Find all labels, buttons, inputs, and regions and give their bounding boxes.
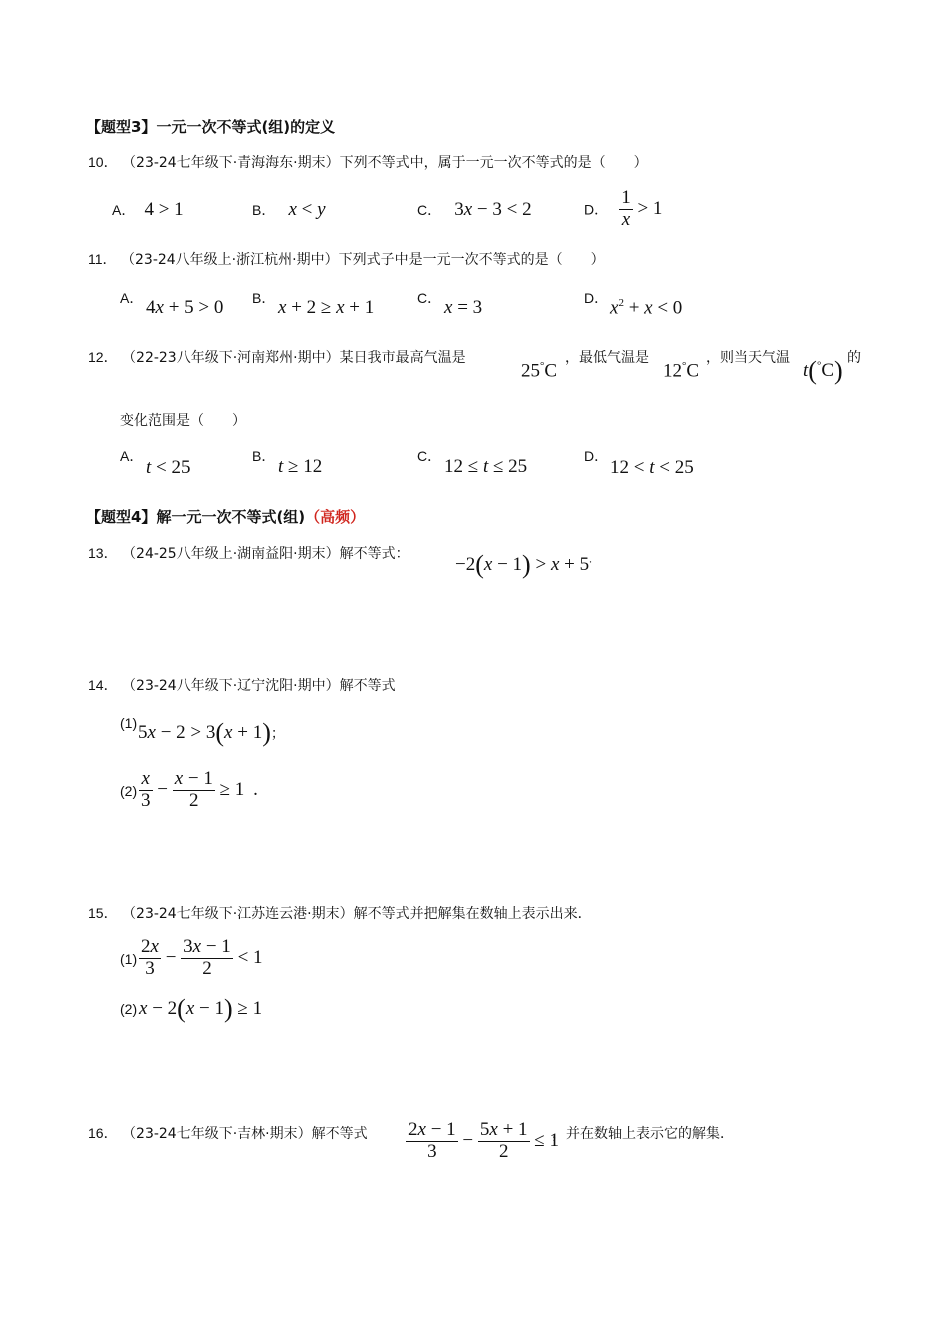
question-text: ，最低气温是 [565,350,649,366]
question-number: 16． [88,1125,118,1141]
option-label: C． [417,202,442,218]
option-label: C． [417,448,442,464]
question-number: 10． [88,154,118,170]
frequency-tag: （高频） [305,508,366,526]
q11-option-d [584,288,608,308]
q10-option-b [252,199,326,221]
q12-option-a-expr: t < 25 [146,457,191,478]
q12-option-c [417,446,441,466]
temp-low: 12°C [663,360,700,382]
section-prefix: 【题型3】 [86,118,157,136]
section-prefix: 【题型4】 [86,508,157,526]
question-number: 15． [88,905,118,921]
q10-option-d [584,188,662,231]
q12-option-b [252,446,275,466]
question-text: 解不等式 [311,1126,368,1142]
q15-part2-expr: x − 2(x − 1) ≥ 1 [139,994,263,1023]
question-text: 某日我市最高气温是 [339,350,466,366]
punctuation: . [253,778,258,800]
q12-option-b-expr: t ≥ 12 [278,456,323,477]
q12-option-a [120,446,143,466]
temp-high: 25°C [521,360,558,382]
option-label: B． [252,202,276,218]
question-12 [88,347,466,367]
question-text: ，并在数轴上表示它的解集． [552,1126,734,1142]
section-3-heading [86,116,335,137]
math-expression: x < y [288,199,326,220]
q11-option-b [252,288,275,308]
question-text: 解不等式并把解集在数轴上表示出来． [353,906,592,922]
option-label: D． [584,290,609,306]
q11-option-a [120,288,143,308]
math-expression: 4 > 1 [144,199,184,220]
question-text: 下列不等式中，属于一元一次不等式的是（ ） [339,155,648,171]
question-text: 的 [847,350,861,366]
q11-option-c [417,288,441,308]
question-number: 14． [88,677,118,693]
temp-variable: t(°C) [803,356,843,385]
question-16 [88,1123,368,1143]
question-11 [88,249,605,269]
question-text: 解不等式 [339,678,396,694]
question-number: 11． [88,251,117,267]
part-label: (2) [120,783,138,799]
option-label: B． [252,448,276,464]
question-10 [88,152,648,172]
question-source: （24-25八年级上·湖南益阳·期末） [122,546,340,562]
q12-option-d-expr: 12 < t < 25 [610,457,694,478]
option-label: B． [252,290,276,306]
section-title: 一元一次不等式(组)的定义 [156,118,336,136]
question-14 [88,675,396,695]
question-13 [88,543,410,563]
question-text: 解不等式： [339,546,410,562]
question-text: ，则当天气温 [706,350,790,366]
q10-option-a [112,199,184,221]
question-15 [88,903,592,923]
option-label: C． [417,290,442,306]
section-4-heading [86,506,365,527]
part-label: (2) [120,1001,138,1017]
part-label: (1) [120,951,138,967]
question-text: 下列式子中是一元一次不等式的是（ ） [338,252,605,268]
q15-part1-expr: $\frac{2x}{3}$ − $\frac{3x - 1}{2}$ < 1 [141,936,263,979]
question-source: （23-24七年级下·江苏连云港·期末） [122,906,354,922]
math-expression: 3x − 3 < 2 [454,199,532,220]
q11-option-d-expr: $x^2 + x < 0$ [610,297,683,319]
q12-option-d [584,446,608,466]
punctuation: ； [270,726,285,742]
section-title: 解一元一次不等式(组) [156,508,306,526]
question-source: （23-24八年级上·浙江杭州·期中） [121,252,339,268]
q11-option-c-expr: x = 3 [444,297,483,318]
question-source: （23-24七年级下·吉林·期末） [122,1126,312,1142]
option-label: D． [584,448,609,464]
option-label: A． [112,202,136,218]
question-number: 12． [88,349,118,365]
question-source: （22-23八年级下·河南郑州·期中） [122,350,340,366]
part-label: (1) [120,715,138,731]
q11-option-a-expr: 4x + 5 > 0 [146,297,224,318]
q10-option-c [417,199,532,221]
q14-part1-expr: 5x − 2 > 3(x + 1)； [138,718,285,747]
q11-option-b-expr: x + 2 ≥ x + 1 [278,297,375,318]
option-label: A． [120,448,144,464]
option-label: D． [584,201,609,218]
math-expression: $\frac{1}{x}$ > 1 [621,187,663,230]
q13-expr: −2(x − 1) > x + 5. [455,550,592,579]
question-number: 13． [88,545,118,561]
q14-part2-expr: $\frac{x}{3}$ − $\frac{x - 1}{2}$ ≥ 1 . [141,768,258,811]
option-label: A． [120,290,144,306]
question-source: （23-24七年级下·青海海东·期末） [122,155,340,171]
question-source: （23-24八年级下·辽宁沈阳·期中） [122,678,340,694]
question-text: 变化范围是（ ） [120,413,246,429]
q16-expr: $\frac{2x - 1}{3}$ − $\frac{5x + 1}{2}$ ≤ 1 [408,1119,559,1162]
q12-option-c-expr: 12 ≤ t ≤ 25 [444,456,528,477]
